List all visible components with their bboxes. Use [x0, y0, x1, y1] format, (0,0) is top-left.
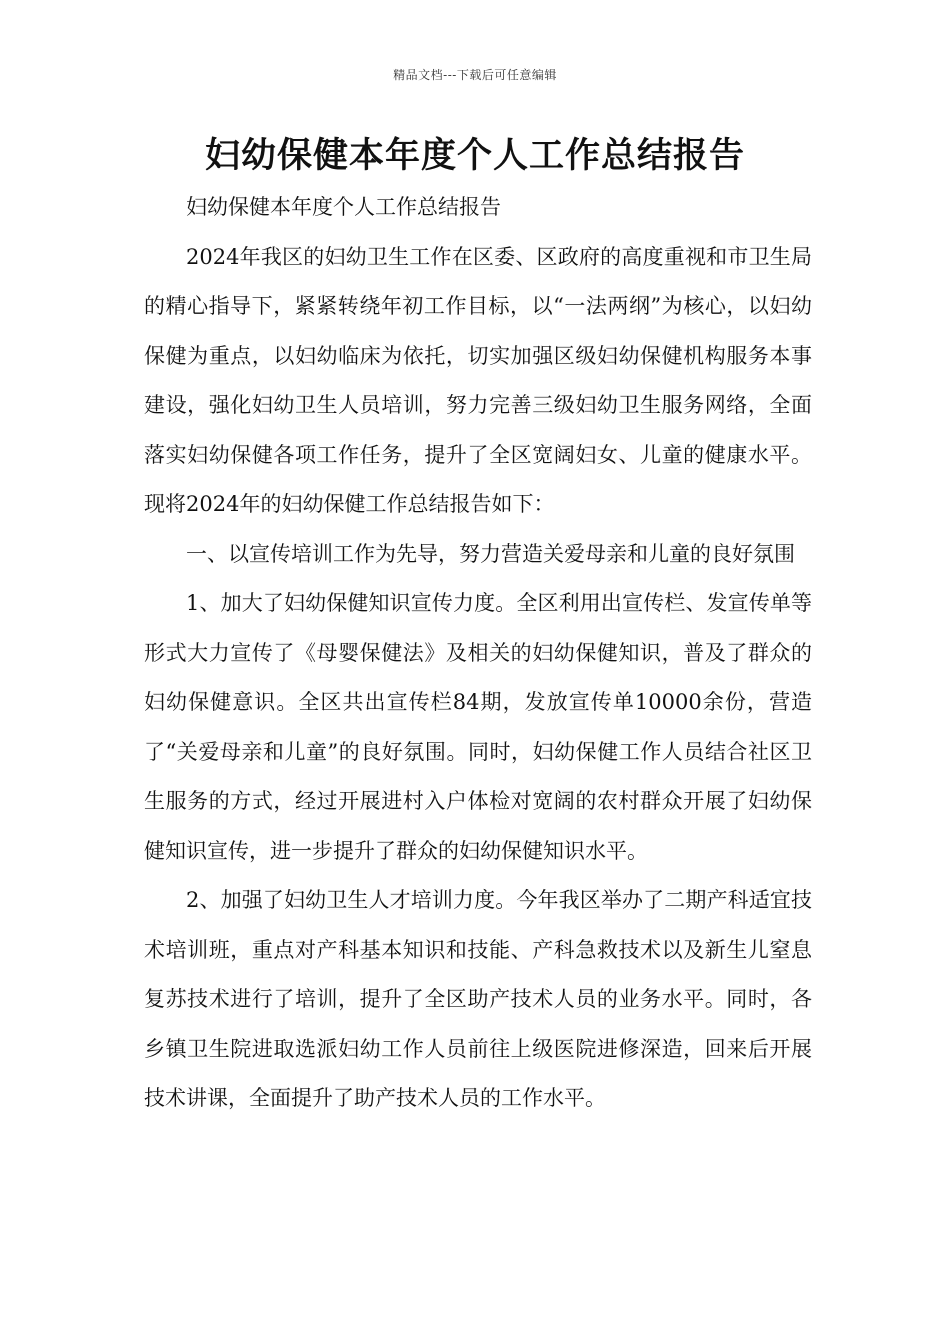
header-note: 精品文档---下载后可任意编辑 — [393, 68, 557, 82]
document-body — [144, 183, 812, 1124]
document-title: 妇幼保健本年度个人工作总结报告 — [204, 136, 745, 176]
body-paragraph: 1、加大了妇幼保健知识宣传力度。全区利用出宣传栏、发宣传单等形式大力宣传了《母婴保健法》及相关的妇幼保健知识，普及了群众的妇幼保健意识。全区共出宣传栏84期，发放宣传单10000余份，营造了“关爱母亲和儿童”的良好氛围。同时，妇幼保健工作人员结合社区卫生服务的方式，经过开展进村入户体检对宽阔的农村群众开展了妇幼保健知识宣传，进一步提升了群众的妇幼保健知识水平。 — [144, 591, 812, 863]
intro-paragraph: 2024年我区的妇幼卫生工作在区委、区政府的高度重视和市卫生局的精心指导下，紧紧转绕年初工作目标，以“一法两纲”为核心，以妇幼保健为重点，以妇幼临床为依托，切实加强区级妇幼保健机构服务本事建设，强化妇幼卫生人员培训，努力完善三级妇幼卫生服务网络，全面落实妇幼保健各项工作任务，提升了全区宽阔妇女、儿童的健康水平。现将2024年的妇幼保健工作总结报告如下： — [144, 244, 812, 516]
subtitle-paragraph: 妇幼保健本年度个人工作总结报告 — [186, 195, 501, 219]
body-paragraph: 2、加强了妇幼卫生人才培训力度。今年我区举办了二期产科适宜技术培训班，重点对产科基本知识和技能、产科急救技术以及新生儿窒息复苏技术进行了培训，提升了全区助产技术人员的业务水平。同时，各乡镇卫生院进取选派妇幼工作人员前往上级医院进修深造，回来后开展技术讲课，全面提升了助产技术人员的工作水平。 — [144, 888, 812, 1110]
section-heading: 一、以宣传培训工作为先导，努力营造关爱母亲和儿童的良好氛围 — [186, 541, 795, 566]
